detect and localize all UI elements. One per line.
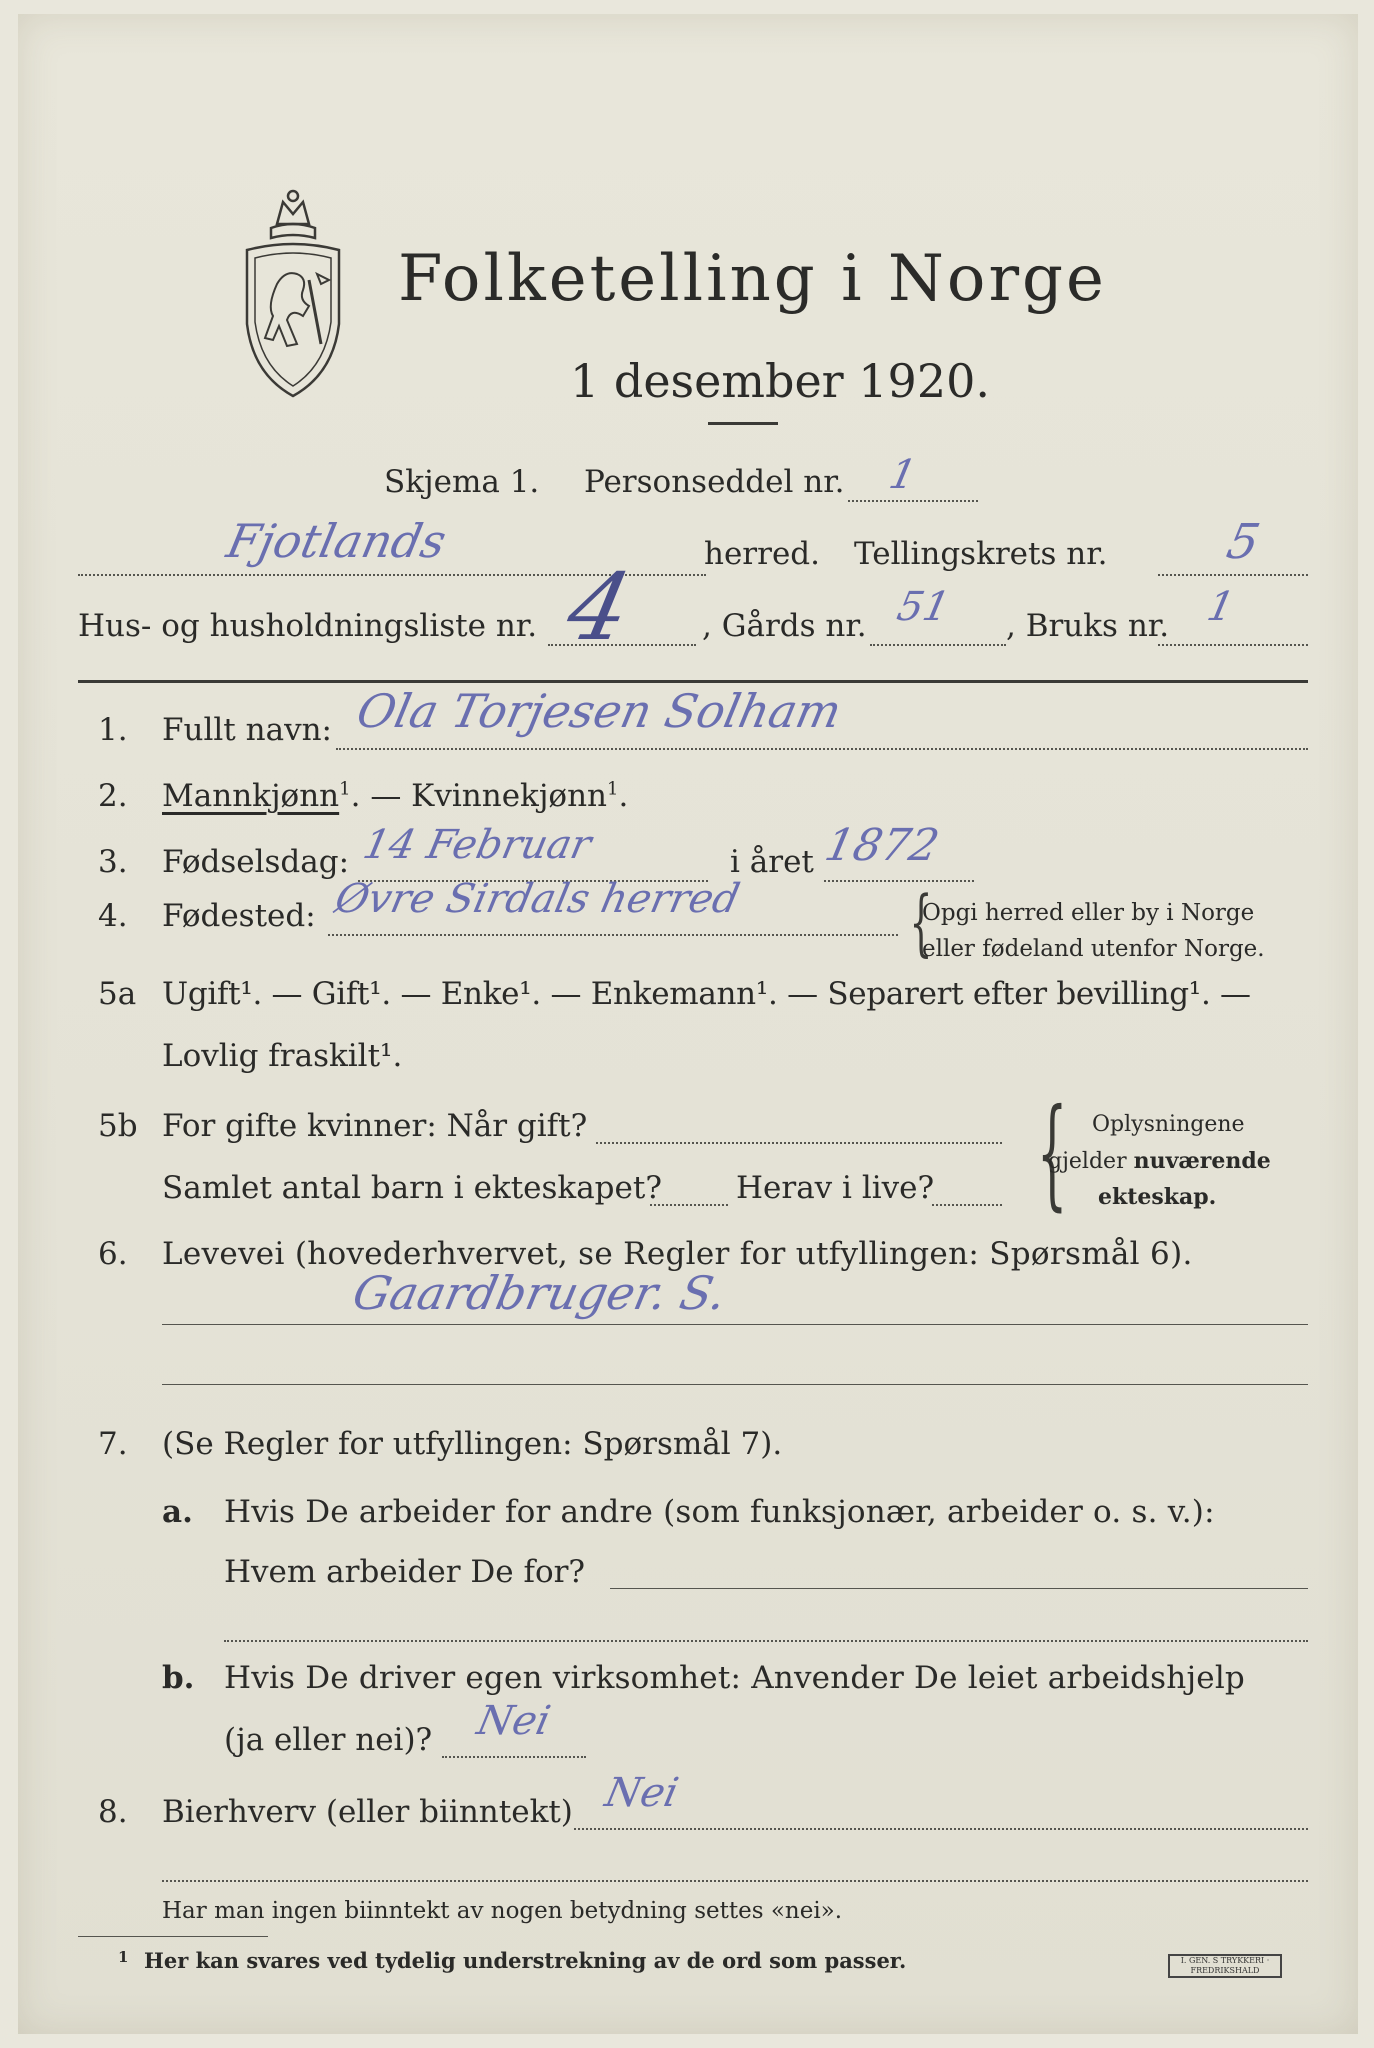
form-date: 1 desember 1920. [570, 354, 990, 408]
side-income-label: Bierhverv (eller biinntekt) [162, 1794, 573, 1830]
birthplace-brace: { [909, 880, 933, 964]
full-name-field[interactable] [336, 748, 1308, 750]
q7b-question: Hvis De driver egen virksomhet: Anvender De leiet arbeidshjelp [224, 1660, 1245, 1696]
footnote-text: Her kan svares ved tydelig understrekning av de ord som passer. [144, 1948, 907, 1973]
gender-options[interactable] [162, 778, 628, 814]
children-alive-field[interactable] [932, 1204, 1002, 1206]
full-name-value: Ola Torjesen Solham [352, 684, 847, 738]
tellingskrets-label: Tellingskrets nr. [854, 536, 1108, 572]
occupation-value: Gaardbruger. S. [348, 1266, 732, 1320]
skjema-label: Skjema 1. [384, 464, 540, 500]
marriage-note-brace: { [1036, 1084, 1068, 1223]
nei-instruction: Har man ingen biinntekt av nogen betydning settes «nei». [162, 1898, 843, 1924]
q5a-number: 5a [98, 976, 137, 1012]
q3-label: Fødselsdag: [162, 844, 350, 880]
gards-value: 51 [893, 584, 954, 630]
q6-number: 6. [98, 1236, 128, 1272]
bruks-field[interactable] [1158, 644, 1308, 646]
birthdate-value: 14 Februar [359, 822, 596, 868]
occupation-field-line2[interactable] [162, 1384, 1308, 1385]
children-total-field[interactable] [650, 1204, 728, 1206]
side-income-field[interactable] [574, 1828, 1308, 1830]
q7b-letter: b. [162, 1660, 195, 1696]
birthplace-note-line2: eller fødeland utenfor Norge. [922, 936, 1265, 962]
q4-number: 4. [98, 898, 128, 934]
q7-number: 7. [98, 1426, 128, 1462]
children-total-label: Samlet antal barn i ekteskapet? [162, 1170, 662, 1206]
employer-field-line2[interactable] [224, 1640, 1308, 1642]
printer-stamp-text: I. GEN. S TRYKKERI · FREDRIKSHALD [1180, 1956, 1270, 1975]
hired-help-label: (ja eller nei)? [224, 1722, 433, 1758]
q7a-question: Hvis De arbeider for andre (som funksjonær, arbeider o. s. v.): [224, 1494, 1215, 1530]
q8-number: 8. [98, 1794, 128, 1830]
marriage-note-line1: Oplysningene [1092, 1112, 1245, 1137]
employer-field[interactable] [610, 1588, 1308, 1589]
side-income-value: Nei [601, 1770, 683, 1816]
q4-label: Fødested: [162, 898, 316, 934]
gender-separator: . — [350, 778, 412, 814]
bruks-label: , Bruks nr. [1006, 608, 1170, 644]
herred-label: herred. [704, 536, 820, 572]
q7-label: (Se Regler for utfyllingen: Spørsmål 7). [162, 1426, 783, 1462]
census-form-page [18, 14, 1358, 2034]
birthplace-value: Øvre Sirdals herred [331, 876, 744, 922]
husholdningsliste-value: 4 [558, 554, 640, 661]
bruks-value: 1 [1203, 584, 1239, 630]
marriage-note-gjelder: gjelder [1048, 1149, 1134, 1174]
employer-label: Hvem arbeider De for? [224, 1554, 586, 1590]
mannkjonn-option[interactable]: Mannkjønn [162, 778, 340, 814]
husholdningsliste-label: Hus- og husholdningsliste nr. [78, 608, 538, 644]
footnote-mark: 1 [339, 778, 351, 800]
title-divider [708, 422, 778, 425]
q5b-number: 5b [98, 1108, 138, 1144]
marital-status-options[interactable]: Ugift¹. — Gift¹. — Enke¹. — Enkemann¹. — Separert efter bevilling¹. — [162, 976, 1251, 1012]
tellingskrets-value: 5 [1222, 514, 1265, 570]
hired-help-field[interactable] [442, 1756, 586, 1758]
marriage-note-current: nuværende [1133, 1148, 1271, 1174]
hired-help-value: Nei [473, 1698, 555, 1744]
q1-number: 1. [98, 712, 128, 748]
birth-year-field[interactable] [824, 880, 974, 882]
q2-number: 2. [98, 778, 128, 814]
marital-status-options-cont[interactable]: Lovlig fraskilt¹. [162, 1038, 403, 1074]
herred-value: Fjotlands [222, 514, 451, 568]
marriage-note-line3: ekteskap. [1098, 1184, 1217, 1210]
children-alive-label: Herav i live? [736, 1170, 935, 1206]
personseddel-field[interactable] [848, 500, 978, 502]
printer-stamp [1168, 1954, 1282, 1978]
gender-end: . [618, 778, 629, 814]
header-separator [78, 680, 1308, 683]
footnote-mark: 1 [607, 778, 619, 800]
occupation-field-line1[interactable] [162, 1324, 1308, 1325]
q7a-letter: a. [162, 1494, 193, 1530]
gards-label: , Gårds nr. [702, 608, 867, 644]
q1-label: Fullt navn: [162, 712, 332, 748]
birthplace-field[interactable] [328, 934, 898, 936]
tellingskrets-field[interactable] [1158, 574, 1308, 576]
married-when-field[interactable] [596, 1142, 1002, 1144]
birth-year-value: 1872 [820, 820, 944, 871]
footnote-divider [78, 1936, 268, 1937]
personseddel-label: Personseddel nr. [584, 464, 845, 500]
birth-year-label: i året [730, 844, 814, 880]
footnote-number: 1 [118, 1948, 129, 1966]
personseddel-value: 1 [885, 452, 921, 498]
form-title: Folketelling i Norge [398, 242, 1107, 316]
occupation-label: Levevei (hovederhvervet, se Regler for utfyllingen: Spørsmål 6). [162, 1236, 1193, 1272]
gards-field[interactable] [870, 644, 1006, 646]
kvinnekjonn-option[interactable]: Kvinnekjønn [411, 778, 608, 814]
norway-coat-of-arms-icon [233, 184, 353, 404]
marriage-note-line2 [1048, 1148, 1271, 1174]
birthplace-note-line1: Opgi herred eller by i Norge [922, 900, 1255, 926]
side-income-field-line2[interactable] [162, 1880, 1308, 1882]
married-when-label: For gifte kvinner: Når gift? [162, 1108, 588, 1144]
q3-number: 3. [98, 844, 128, 880]
